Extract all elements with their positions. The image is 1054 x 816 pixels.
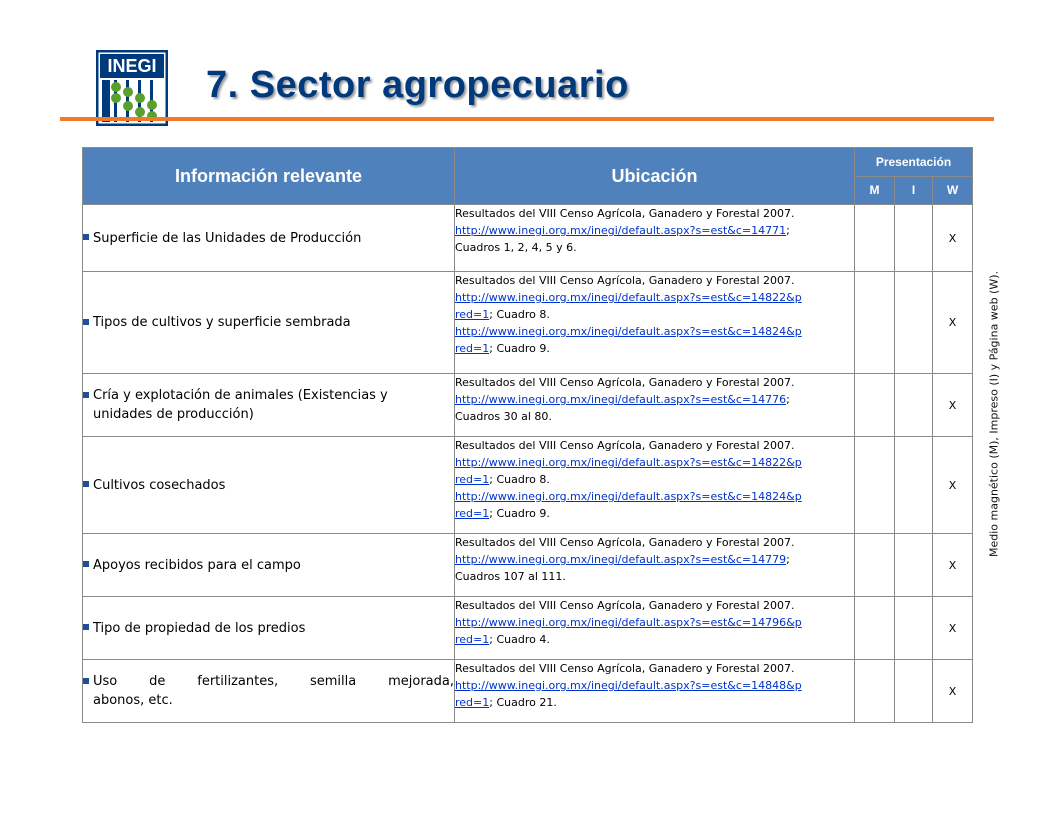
bullet-icon [83,392,89,398]
info-label: Cría y explotación de animales (Existencias y [93,388,388,403]
tables-text: Cuadros 1, 2, 4, 5 y 6. [455,241,577,254]
table-row [83,205,973,272]
mark-m [855,437,895,534]
header-i: I [895,176,933,205]
source-link[interactable]: red=1 [455,308,490,321]
mark-w: X [933,597,973,660]
source-link[interactable]: red=1 [455,633,490,646]
info-cell [83,272,455,374]
census-text: Resultados del VIII Censo Agrícola, Ganadero y Forestal 2007. [455,376,795,389]
mark-w: X [933,660,973,723]
source-link[interactable]: red=1 [455,342,490,355]
location-cell [455,660,855,723]
mark-i [895,272,933,374]
mark-m [855,660,895,723]
source-link[interactable]: http://www.inegi.org.mx/inegi/default.aspx?s=est&c=14824&p [455,325,802,338]
header-m: M [855,176,895,205]
info-cell [83,374,455,437]
info-label-cont: unidades de producción) [93,407,254,422]
link-suffix: ; Cuadro 9. [489,507,550,520]
link-suffix: ; [786,393,790,406]
mark-w: X [933,205,973,272]
location-cell [455,272,855,374]
source-link[interactable]: red=1 [455,507,490,520]
link-suffix: ; Cuadro 9. [489,342,550,355]
link-suffix: ; [786,224,790,237]
bullet-icon [83,561,89,567]
mark-w: X [933,437,973,534]
info-label-cont: abonos, etc. [93,693,173,708]
info-cell [83,534,455,597]
mark-w: X [933,534,973,597]
info-cell [83,205,455,272]
table-row [83,660,973,723]
info-label: Superficie de las Unidades de Producción [93,230,362,246]
location-cell [455,534,855,597]
bullet-icon [83,678,89,684]
source-link[interactable]: http://www.inegi.org.mx/inegi/default.aspx?s=est&c=14824&p [455,490,802,503]
table-row [83,534,973,597]
mark-w: X [933,272,973,374]
link-suffix: ; [786,553,790,566]
census-text: Resultados del VIII Censo Agrícola, Ganadero y Forestal 2007. [455,439,795,452]
mark-m [855,205,895,272]
link-suffix: ; Cuadro 21. [489,696,557,709]
census-text: Resultados del VIII Censo Agrícola, Ganadero y Forestal 2007. [455,599,795,612]
link-suffix: ; Cuadro 8. [489,308,550,321]
table-row [83,374,973,437]
table-row [83,597,973,660]
info-table [82,147,973,723]
header-w: W [933,176,973,205]
side-note: Medio magnético (M), Impreso (I) y Página web (W). [987,270,1001,558]
source-link[interactable]: http://www.inegi.org.mx/inegi/default.aspx?s=est&c=14822&p [455,456,802,469]
page-title: 7. Sector agropecuario [206,64,629,106]
mark-m [855,272,895,374]
header-presentation: Presentación [855,148,973,177]
source-link[interactable]: http://www.inegi.org.mx/inegi/default.aspx?s=est&c=14779 [455,553,787,566]
mark-m [855,597,895,660]
tables-text: Cuadros 30 al 80. [455,410,552,423]
mark-m [855,534,895,597]
bullet-icon [83,319,89,325]
inegi-logo [96,50,168,126]
info-cell [83,437,455,534]
table-row [83,437,973,534]
mark-i [895,660,933,723]
mark-m [855,374,895,437]
link-suffix: ; Cuadro 8. [489,473,550,486]
source-link[interactable]: http://www.inegi.org.mx/inegi/default.aspx?s=est&c=14776 [455,393,787,406]
table-row [83,272,973,374]
info-cell [83,660,455,723]
tables-text: Cuadros 107 al 111. [455,570,566,583]
logo-text: INEGI [107,56,157,76]
title-underline [60,117,994,121]
source-link[interactable]: http://www.inegi.org.mx/inegi/default.aspx?s=est&c=14822&p [455,291,802,304]
bullet-icon [83,481,89,487]
census-text: Resultados del VIII Censo Agrícola, Ganadero y Forestal 2007. [455,207,795,220]
link-suffix: ; Cuadro 4. [489,633,550,646]
mark-w: X [933,374,973,437]
source-link[interactable]: red=1 [455,696,490,709]
location-cell [455,597,855,660]
mark-i [895,374,933,437]
census-text: Resultados del VIII Censo Agrícola, Ganadero y Forestal 2007. [455,662,795,675]
mark-i [895,534,933,597]
info-label: Tipos de cultivos y superficie sembrada [93,315,351,330]
bullet-icon [83,624,89,630]
census-text: Resultados del VIII Censo Agrícola, Ganadero y Forestal 2007. [455,536,795,549]
info-label: Uso de fertilizantes, semilla mejorada, [93,674,454,689]
source-link[interactable]: http://www.inegi.org.mx/inegi/default.aspx?s=est&c=14848&p [455,679,802,692]
source-link[interactable]: http://www.inegi.org.mx/inegi/default.aspx?s=est&c=14796&p [455,616,802,629]
location-cell [455,374,855,437]
mark-i [895,437,933,534]
info-label: Cultivos cosechados [93,477,226,493]
bullet-icon [83,234,89,240]
header-location: Ubicación [455,148,855,205]
source-link[interactable]: http://www.inegi.org.mx/inegi/default.aspx?s=est&c=14771 [455,224,787,237]
mark-i [895,205,933,272]
info-label: Tipo de propiedad de los predios [93,620,306,636]
header-info: Información relevante [83,148,455,205]
info-label: Apoyos recibidos para el campo [93,557,301,573]
location-cell [455,437,855,534]
mark-i [895,597,933,660]
source-link[interactable]: red=1 [455,473,490,486]
info-cell [83,597,455,660]
location-cell [455,205,855,272]
census-text: Resultados del VIII Censo Agrícola, Ganadero y Forestal 2007. [455,274,795,287]
